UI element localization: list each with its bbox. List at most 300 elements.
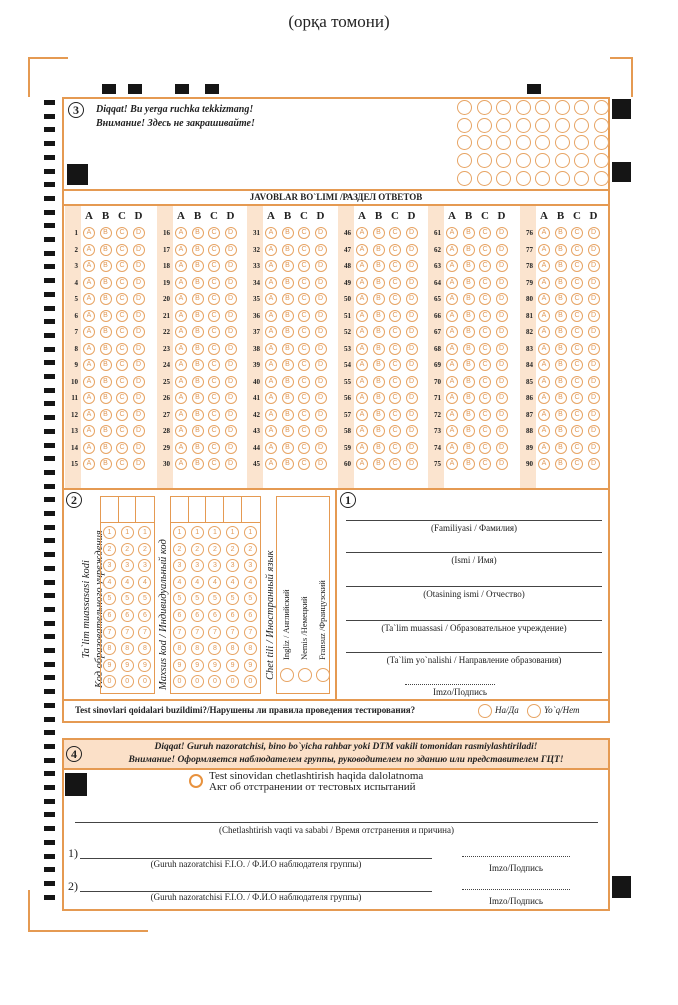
digit-bubble[interactable]: 9 xyxy=(208,659,221,672)
answer-bubble[interactable]: D xyxy=(496,277,508,289)
answer-bubble[interactable]: B xyxy=(282,376,294,388)
signature-line[interactable] xyxy=(462,889,570,890)
answer-bubble[interactable]: C xyxy=(479,277,491,289)
digit-bubble[interactable]: 2 xyxy=(121,543,134,556)
answer-bubble[interactable]: B xyxy=(555,293,567,305)
answer-bubble[interactable]: C xyxy=(208,293,220,305)
answer-bubble[interactable]: C xyxy=(116,244,128,256)
answer-bubble[interactable]: B xyxy=(192,227,204,239)
answer-bubble[interactable]: C xyxy=(298,293,310,305)
text-field-line[interactable] xyxy=(346,552,602,553)
answer-bubble[interactable]: C xyxy=(479,458,491,470)
answer-bubble[interactable]: A xyxy=(356,310,368,322)
answer-bubble[interactable]: B xyxy=(282,359,294,371)
answer-bubble[interactable]: B xyxy=(373,260,385,272)
answer-bubble[interactable]: B xyxy=(463,359,475,371)
answer-bubble[interactable]: D xyxy=(225,244,237,256)
answer-bubble[interactable]: A xyxy=(83,425,95,437)
answer-bubble[interactable]: A xyxy=(265,343,277,355)
digit-bubble[interactable]: 4 xyxy=(138,576,151,589)
answer-bubble[interactable]: A xyxy=(175,326,187,338)
answer-bubble[interactable]: A xyxy=(356,458,368,470)
answer-bubble[interactable]: C xyxy=(571,376,583,388)
answer-bubble[interactable]: D xyxy=(496,244,508,256)
answer-bubble[interactable]: B xyxy=(282,458,294,470)
answer-bubble[interactable]: C xyxy=(298,359,310,371)
answer-bubble[interactable]: A xyxy=(538,277,550,289)
answer-bubble[interactable]: A xyxy=(265,359,277,371)
answer-bubble[interactable]: B xyxy=(100,376,112,388)
answer-bubble[interactable]: C xyxy=(116,376,128,388)
answer-bubble[interactable]: A xyxy=(175,343,187,355)
answer-bubble[interactable]: C xyxy=(208,359,220,371)
answer-bubble[interactable]: D xyxy=(406,260,418,272)
answer-bubble[interactable]: D xyxy=(406,425,418,437)
answer-bubble[interactable]: A xyxy=(538,310,550,322)
answer-bubble[interactable]: D xyxy=(588,244,600,256)
answer-bubble[interactable]: D xyxy=(406,343,418,355)
answer-bubble[interactable]: D xyxy=(315,425,327,437)
digit-bubble[interactable]: 5 xyxy=(138,592,151,605)
answer-bubble[interactable]: D xyxy=(496,442,508,454)
text-field-line[interactable] xyxy=(346,652,602,653)
digit-bubble[interactable]: 0 xyxy=(121,675,134,688)
answer-bubble[interactable]: C xyxy=(298,260,310,272)
digit-bubble[interactable]: 4 xyxy=(191,576,204,589)
answer-bubble[interactable]: A xyxy=(538,293,550,305)
answer-bubble[interactable]: B xyxy=(463,409,475,421)
answer-bubble[interactable]: C xyxy=(571,227,583,239)
answer-bubble[interactable]: D xyxy=(133,376,145,388)
answer-bubble[interactable]: D xyxy=(406,326,418,338)
answer-bubble[interactable]: A xyxy=(446,442,458,454)
digit-bubble[interactable]: 6 xyxy=(138,609,151,622)
answer-bubble[interactable]: A xyxy=(265,277,277,289)
answer-bubble[interactable]: B xyxy=(373,409,385,421)
answer-bubble[interactable]: B xyxy=(100,392,112,404)
answer-bubble[interactable]: A xyxy=(356,293,368,305)
digit-bubble[interactable]: 8 xyxy=(226,642,239,655)
answer-bubble[interactable]: D xyxy=(133,260,145,272)
answer-bubble[interactable]: C xyxy=(571,277,583,289)
answer-bubble[interactable]: D xyxy=(496,376,508,388)
digit-bubble[interactable]: 6 xyxy=(208,609,221,622)
answer-bubble[interactable]: D xyxy=(315,442,327,454)
digit-bubble[interactable]: 6 xyxy=(191,609,204,622)
answer-bubble[interactable]: B xyxy=(100,260,112,272)
answer-bubble[interactable]: A xyxy=(83,458,95,470)
answer-bubble[interactable]: D xyxy=(315,227,327,239)
answer-bubble[interactable]: B xyxy=(463,244,475,256)
answer-bubble[interactable]: C xyxy=(116,392,128,404)
answer-bubble[interactable]: A xyxy=(175,409,187,421)
answer-bubble[interactable]: B xyxy=(373,326,385,338)
language-radio[interactable] xyxy=(298,668,312,682)
answer-bubble[interactable]: C xyxy=(116,227,128,239)
answer-bubble[interactable]: D xyxy=(133,293,145,305)
answer-bubble[interactable]: D xyxy=(133,458,145,470)
answer-bubble[interactable]: B xyxy=(192,343,204,355)
answer-bubble[interactable]: D xyxy=(406,409,418,421)
answer-bubble[interactable]: C xyxy=(389,442,401,454)
answer-bubble[interactable]: D xyxy=(496,458,508,470)
answer-bubble[interactable]: A xyxy=(446,392,458,404)
answer-bubble[interactable]: D xyxy=(315,392,327,404)
digit-bubble[interactable]: 4 xyxy=(244,576,257,589)
answer-bubble[interactable]: C xyxy=(479,376,491,388)
answer-bubble[interactable]: C xyxy=(571,260,583,272)
digit-bubble[interactable]: 5 xyxy=(226,592,239,605)
answer-bubble[interactable]: A xyxy=(446,227,458,239)
answer-bubble[interactable]: B xyxy=(555,376,567,388)
answer-bubble[interactable]: B xyxy=(463,293,475,305)
answer-bubble[interactable]: A xyxy=(446,409,458,421)
answer-bubble[interactable]: D xyxy=(133,343,145,355)
answer-bubble[interactable]: B xyxy=(463,260,475,272)
answer-bubble[interactable]: C xyxy=(208,260,220,272)
answer-bubble[interactable]: B xyxy=(282,442,294,454)
answer-bubble[interactable]: A xyxy=(446,376,458,388)
answer-bubble[interactable]: D xyxy=(133,277,145,289)
answer-bubble[interactable]: C xyxy=(479,359,491,371)
answer-bubble[interactable]: A xyxy=(83,343,95,355)
answer-bubble[interactable]: C xyxy=(479,260,491,272)
answer-bubble[interactable]: B xyxy=(192,260,204,272)
answer-bubble[interactable]: B xyxy=(282,277,294,289)
answer-bubble[interactable]: C xyxy=(571,293,583,305)
answer-bubble[interactable]: D xyxy=(315,458,327,470)
answer-bubble[interactable]: C xyxy=(298,310,310,322)
digit-bubble[interactable]: 9 xyxy=(103,659,116,672)
answer-bubble[interactable]: C xyxy=(479,343,491,355)
answer-bubble[interactable]: C xyxy=(571,458,583,470)
answer-bubble[interactable]: B xyxy=(192,277,204,289)
answer-bubble[interactable]: A xyxy=(83,409,95,421)
answer-bubble[interactable]: C xyxy=(208,277,220,289)
answer-bubble[interactable]: B xyxy=(100,359,112,371)
answer-bubble[interactable]: A xyxy=(446,425,458,437)
answer-bubble[interactable]: D xyxy=(133,326,145,338)
answer-bubble[interactable]: C xyxy=(116,343,128,355)
answer-bubble[interactable]: A xyxy=(538,326,550,338)
answer-bubble[interactable]: D xyxy=(133,227,145,239)
digit-bubble[interactable]: 9 xyxy=(226,659,239,672)
text-field-line[interactable] xyxy=(346,620,602,621)
digit-bubble[interactable]: 1 xyxy=(226,526,239,539)
digit-bubble[interactable]: 7 xyxy=(208,626,221,639)
reason-line[interactable] xyxy=(75,822,598,823)
digit-bubble[interactable]: 1 xyxy=(138,526,151,539)
digit-bubble[interactable]: 5 xyxy=(191,592,204,605)
digit-bubble[interactable]: 9 xyxy=(244,659,257,672)
digit-bubble[interactable]: 5 xyxy=(103,592,116,605)
answer-bubble[interactable]: B xyxy=(373,310,385,322)
digit-bubble[interactable]: 2 xyxy=(103,543,116,556)
answer-bubble[interactable]: B xyxy=(100,343,112,355)
answer-bubble[interactable]: D xyxy=(315,359,327,371)
answer-bubble[interactable]: D xyxy=(588,359,600,371)
answer-bubble[interactable]: A xyxy=(175,293,187,305)
answer-bubble[interactable]: A xyxy=(175,227,187,239)
answer-bubble[interactable]: C xyxy=(389,244,401,256)
digit-bubble[interactable]: 6 xyxy=(244,609,257,622)
answer-bubble[interactable]: D xyxy=(225,277,237,289)
answer-bubble[interactable]: B xyxy=(555,442,567,454)
answer-bubble[interactable]: A xyxy=(538,425,550,437)
answer-bubble[interactable]: A xyxy=(83,277,95,289)
answer-bubble[interactable]: A xyxy=(446,458,458,470)
answer-bubble[interactable]: A xyxy=(175,376,187,388)
answer-bubble[interactable]: B xyxy=(192,392,204,404)
answer-bubble[interactable]: B xyxy=(555,458,567,470)
answer-bubble[interactable]: D xyxy=(496,227,508,239)
answer-bubble[interactable]: D xyxy=(225,442,237,454)
answer-bubble[interactable]: B xyxy=(100,293,112,305)
answer-bubble[interactable]: D xyxy=(315,376,327,388)
answer-bubble[interactable]: A xyxy=(265,227,277,239)
answer-bubble[interactable]: C xyxy=(298,376,310,388)
answer-bubble[interactable]: C xyxy=(208,244,220,256)
answer-bubble[interactable]: D xyxy=(496,293,508,305)
answer-bubble[interactable]: D xyxy=(225,343,237,355)
answer-bubble[interactable]: B xyxy=(555,359,567,371)
answer-bubble[interactable]: A xyxy=(538,244,550,256)
answer-bubble[interactable]: A xyxy=(446,343,458,355)
answer-bubble[interactable]: B xyxy=(463,442,475,454)
digit-bubble[interactable]: 1 xyxy=(103,526,116,539)
answer-bubble[interactable]: A xyxy=(265,392,277,404)
answer-bubble[interactable]: D xyxy=(406,293,418,305)
digit-bubble[interactable]: 2 xyxy=(208,543,221,556)
answer-bubble[interactable]: C xyxy=(298,392,310,404)
answer-bubble[interactable]: A xyxy=(265,293,277,305)
digit-bubble[interactable]: 7 xyxy=(191,626,204,639)
digit-bubble[interactable]: 3 xyxy=(191,559,204,572)
answer-bubble[interactable]: A xyxy=(265,425,277,437)
answer-bubble[interactable]: D xyxy=(315,293,327,305)
answer-bubble[interactable]: C xyxy=(479,326,491,338)
answer-bubble[interactable]: A xyxy=(175,458,187,470)
answer-bubble[interactable]: B xyxy=(282,343,294,355)
answer-bubble[interactable]: D xyxy=(496,326,508,338)
answer-bubble[interactable]: B xyxy=(192,293,204,305)
answer-bubble[interactable]: A xyxy=(356,376,368,388)
digit-bubble[interactable]: 1 xyxy=(121,526,134,539)
answer-bubble[interactable]: B xyxy=(100,310,112,322)
answer-bubble[interactable]: A xyxy=(175,244,187,256)
answer-bubble[interactable]: B xyxy=(373,277,385,289)
answer-bubble[interactable]: D xyxy=(588,425,600,437)
digit-bubble[interactable]: 5 xyxy=(244,592,257,605)
answer-bubble[interactable]: D xyxy=(225,310,237,322)
answer-bubble[interactable]: A xyxy=(265,376,277,388)
digit-bubble[interactable]: 6 xyxy=(173,609,186,622)
answer-bubble[interactable]: D xyxy=(406,277,418,289)
violation-no-radio[interactable] xyxy=(527,704,541,718)
digit-bubble[interactable]: 9 xyxy=(191,659,204,672)
answer-bubble[interactable]: A xyxy=(356,244,368,256)
answer-bubble[interactable]: B xyxy=(100,244,112,256)
answer-bubble[interactable]: B xyxy=(555,244,567,256)
answer-bubble[interactable]: A xyxy=(356,392,368,404)
answer-bubble[interactable]: B xyxy=(555,392,567,404)
digit-bubble[interactable]: 5 xyxy=(208,592,221,605)
digit-bubble[interactable]: 7 xyxy=(226,626,239,639)
answer-bubble[interactable]: D xyxy=(225,458,237,470)
answer-bubble[interactable]: B xyxy=(192,376,204,388)
answer-bubble[interactable]: D xyxy=(496,343,508,355)
answer-bubble[interactable]: D xyxy=(588,326,600,338)
answer-bubble[interactable]: C xyxy=(208,310,220,322)
answer-bubble[interactable]: B xyxy=(282,260,294,272)
digit-bubble[interactable]: 3 xyxy=(173,559,186,572)
answer-bubble[interactable]: A xyxy=(83,359,95,371)
digit-bubble[interactable]: 6 xyxy=(103,609,116,622)
text-field-line[interactable] xyxy=(346,520,602,521)
answer-bubble[interactable]: A xyxy=(175,260,187,272)
answer-bubble[interactable]: B xyxy=(192,359,204,371)
answer-bubble[interactable]: B xyxy=(373,458,385,470)
digit-bubble[interactable]: 4 xyxy=(173,576,186,589)
answer-bubble[interactable]: B xyxy=(373,359,385,371)
answer-bubble[interactable]: C xyxy=(298,227,310,239)
answer-bubble[interactable]: A xyxy=(446,260,458,272)
signature-line[interactable] xyxy=(405,684,495,685)
digit-bubble[interactable]: 8 xyxy=(208,642,221,655)
answer-bubble[interactable]: D xyxy=(133,392,145,404)
answer-bubble[interactable]: B xyxy=(463,343,475,355)
answer-bubble[interactable]: C xyxy=(208,392,220,404)
digit-bubble[interactable]: 9 xyxy=(121,659,134,672)
answer-bubble[interactable]: C xyxy=(389,277,401,289)
signature-line[interactable] xyxy=(462,856,570,857)
answer-bubble[interactable]: C xyxy=(479,227,491,239)
answer-bubble[interactable]: B xyxy=(282,293,294,305)
answer-bubble[interactable]: D xyxy=(225,392,237,404)
answer-bubble[interactable]: B xyxy=(192,244,204,256)
answer-bubble[interactable]: A xyxy=(265,260,277,272)
answer-bubble[interactable]: C xyxy=(116,409,128,421)
answer-bubble[interactable]: D xyxy=(133,310,145,322)
digit-bubble[interactable]: 0 xyxy=(208,675,221,688)
answer-bubble[interactable]: A xyxy=(446,359,458,371)
answer-bubble[interactable]: A xyxy=(538,359,550,371)
digit-bubble[interactable]: 1 xyxy=(173,526,186,539)
answer-bubble[interactable]: C xyxy=(389,409,401,421)
answer-bubble[interactable]: B xyxy=(192,425,204,437)
answer-bubble[interactable]: D xyxy=(225,326,237,338)
answer-bubble[interactable]: B xyxy=(192,409,204,421)
digit-bubble[interactable]: 6 xyxy=(226,609,239,622)
answer-bubble[interactable]: B xyxy=(463,326,475,338)
digit-bubble[interactable]: 0 xyxy=(244,675,257,688)
answer-bubble[interactable]: A xyxy=(83,260,95,272)
text-field-line[interactable] xyxy=(346,586,602,587)
answer-bubble[interactable]: D xyxy=(315,310,327,322)
answer-bubble[interactable]: D xyxy=(406,227,418,239)
digit-bubble[interactable]: 3 xyxy=(138,559,151,572)
answer-bubble[interactable]: D xyxy=(225,409,237,421)
answer-bubble[interactable]: D xyxy=(315,343,327,355)
answer-bubble[interactable]: D xyxy=(588,277,600,289)
answer-bubble[interactable]: A xyxy=(538,442,550,454)
answer-bubble[interactable]: B xyxy=(373,244,385,256)
answer-bubble[interactable]: B xyxy=(192,326,204,338)
answer-bubble[interactable]: A xyxy=(356,326,368,338)
answer-bubble[interactable]: C xyxy=(571,343,583,355)
digit-bubble[interactable]: 3 xyxy=(244,559,257,572)
answer-bubble[interactable]: A xyxy=(175,277,187,289)
answer-bubble[interactable]: C xyxy=(479,425,491,437)
answer-bubble[interactable]: C xyxy=(389,425,401,437)
answer-bubble[interactable]: C xyxy=(298,409,310,421)
removal-act-checkbox[interactable] xyxy=(189,774,203,788)
language-radio[interactable] xyxy=(280,668,294,682)
answer-bubble[interactable]: C xyxy=(208,227,220,239)
digit-bubble[interactable]: 9 xyxy=(138,659,151,672)
answer-bubble[interactable]: B xyxy=(100,277,112,289)
digit-bubble[interactable]: 8 xyxy=(121,642,134,655)
answer-bubble[interactable]: D xyxy=(406,392,418,404)
answer-bubble[interactable]: B xyxy=(373,425,385,437)
digit-bubble[interactable]: 5 xyxy=(121,592,134,605)
answer-bubble[interactable]: B xyxy=(555,227,567,239)
answer-bubble[interactable]: C xyxy=(571,409,583,421)
digit-bubble[interactable]: 3 xyxy=(226,559,239,572)
digit-bubble[interactable]: 0 xyxy=(191,675,204,688)
answer-bubble[interactable]: D xyxy=(496,260,508,272)
digit-bubble[interactable]: 8 xyxy=(173,642,186,655)
answer-bubble[interactable]: A xyxy=(356,425,368,437)
answer-bubble[interactable]: C xyxy=(389,227,401,239)
answer-bubble[interactable]: B xyxy=(373,442,385,454)
digit-bubble[interactable]: 1 xyxy=(208,526,221,539)
answer-bubble[interactable]: C xyxy=(389,392,401,404)
answer-bubble[interactable]: D xyxy=(406,458,418,470)
answer-bubble[interactable]: A xyxy=(175,359,187,371)
digit-bubble[interactable]: 1 xyxy=(191,526,204,539)
answer-bubble[interactable]: D xyxy=(496,359,508,371)
answer-bubble[interactable]: D xyxy=(225,260,237,272)
answer-bubble[interactable]: B xyxy=(555,260,567,272)
answer-bubble[interactable]: A xyxy=(83,392,95,404)
answer-bubble[interactable]: D xyxy=(588,442,600,454)
answer-bubble[interactable]: A xyxy=(538,260,550,272)
answer-bubble[interactable]: C xyxy=(208,442,220,454)
digit-bubble[interactable]: 8 xyxy=(103,642,116,655)
answer-bubble[interactable]: D xyxy=(225,376,237,388)
answer-bubble[interactable]: B xyxy=(373,293,385,305)
answer-bubble[interactable]: C xyxy=(208,458,220,470)
answer-bubble[interactable]: D xyxy=(588,310,600,322)
answer-bubble[interactable]: B xyxy=(100,227,112,239)
answer-bubble[interactable]: A xyxy=(175,392,187,404)
digit-bubble[interactable]: 2 xyxy=(226,543,239,556)
answer-bubble[interactable]: C xyxy=(298,442,310,454)
answer-bubble[interactable]: C xyxy=(389,310,401,322)
digit-bubble[interactable]: 2 xyxy=(244,543,257,556)
answer-bubble[interactable]: B xyxy=(282,227,294,239)
answer-bubble[interactable]: D xyxy=(588,343,600,355)
digit-bubble[interactable]: 3 xyxy=(103,559,116,572)
answer-bubble[interactable]: D xyxy=(588,260,600,272)
answer-bubble[interactable]: A xyxy=(446,277,458,289)
answer-bubble[interactable]: B xyxy=(282,392,294,404)
digit-bubble[interactable]: 7 xyxy=(121,626,134,639)
digit-bubble[interactable]: 1 xyxy=(244,526,257,539)
answer-bubble[interactable]: B xyxy=(463,277,475,289)
answer-bubble[interactable]: C xyxy=(571,392,583,404)
